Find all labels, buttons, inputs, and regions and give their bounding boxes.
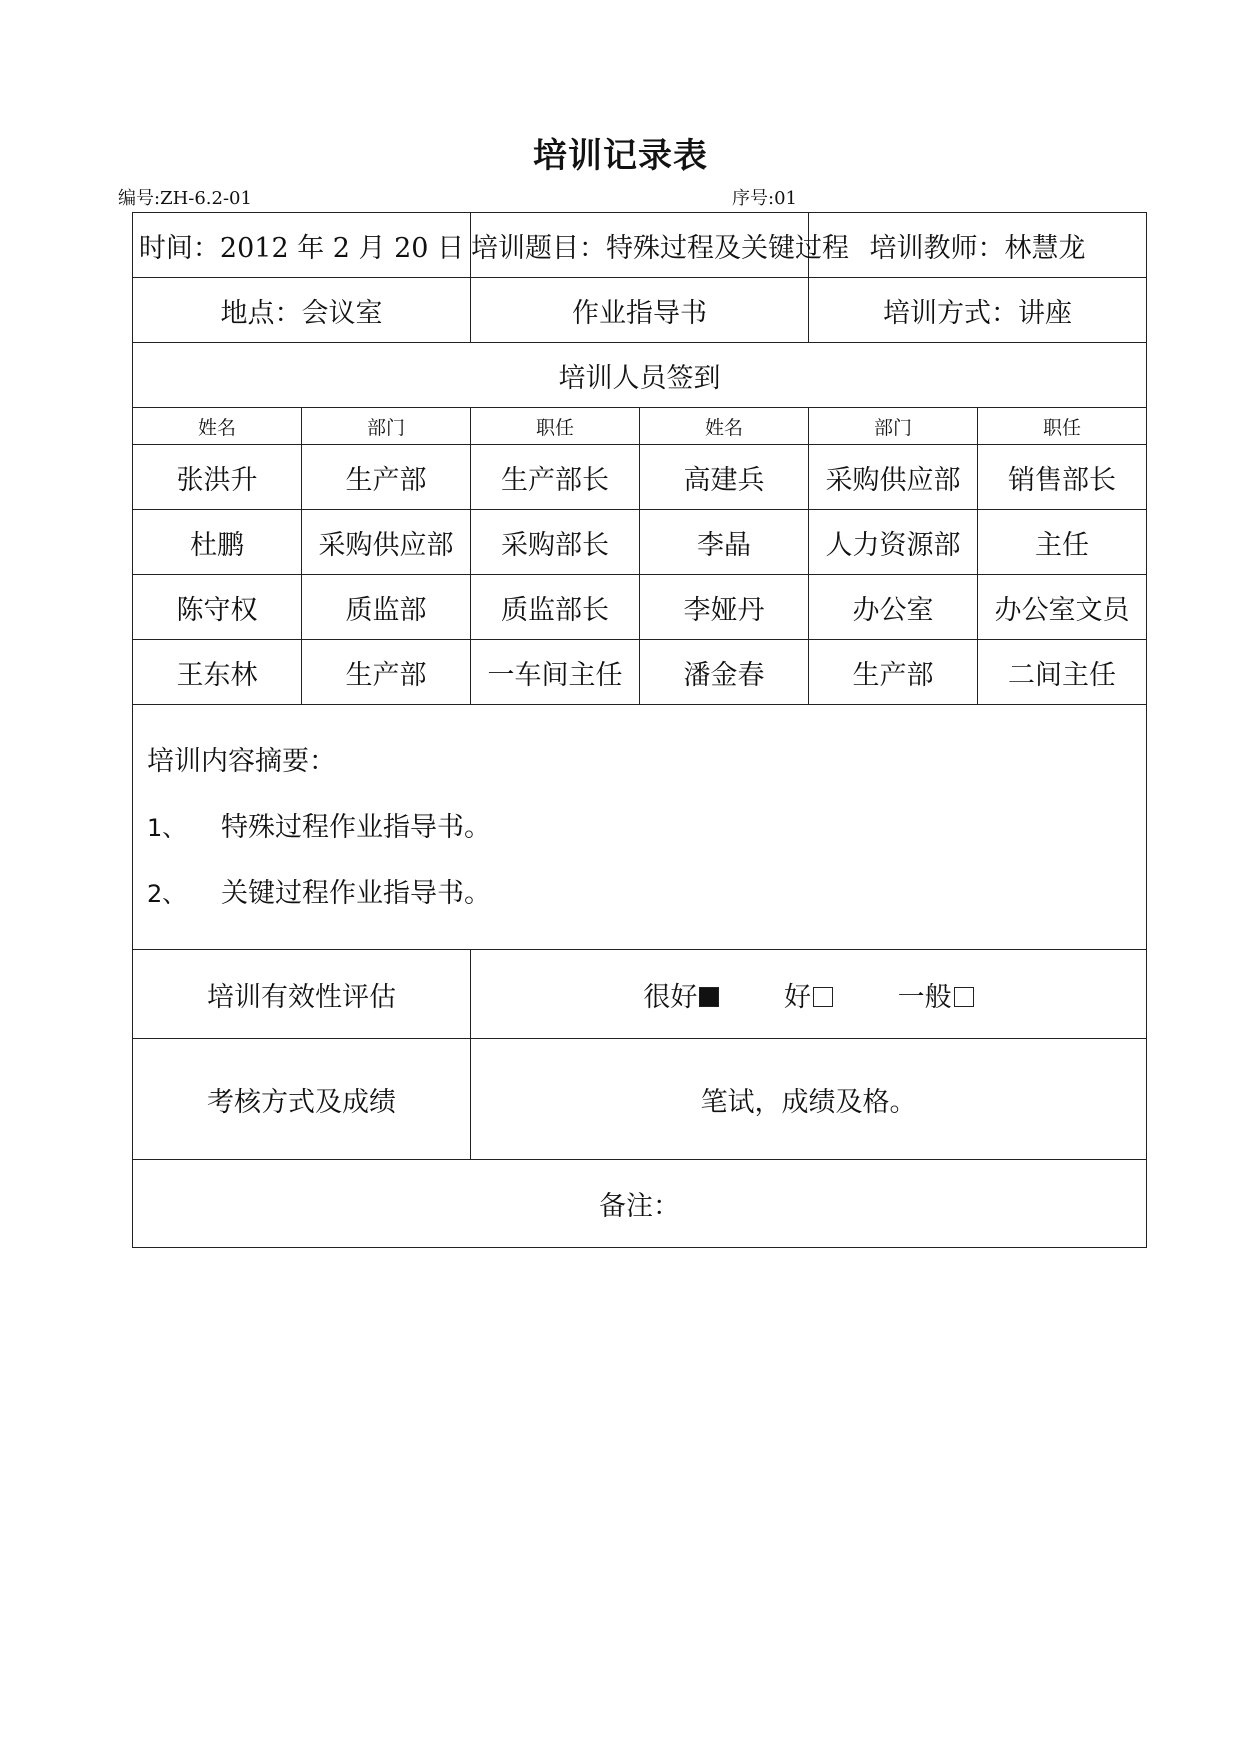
col-header-name: 姓名 [133,408,302,445]
cell: 人力资源部 [809,510,978,575]
summary-item [147,795,1132,861]
training-topic-line2: 作业指导书 [471,278,809,343]
table-row [133,510,1147,575]
cell: 采购供应部 [809,445,978,510]
cell: 质监部长 [471,575,640,640]
col-header-position: 职任 [978,408,1147,445]
option-average[interactable] [898,975,974,1014]
page-title: 培训记录表 [533,136,708,176]
cell: 采购部长 [471,510,640,575]
summary-item-text: 特殊过程作业指导书。 [221,812,491,843]
cell: 采购供应部 [302,510,471,575]
cell: 二间主任 [978,640,1147,705]
cell: 李晶 [640,510,809,575]
option-label: 很好 [643,981,698,1013]
option-label: 一般 [897,981,952,1013]
cell: 陈守权 [133,575,302,640]
cell: 生产部 [302,445,471,510]
unchecked-box-icon [954,987,974,1007]
option-good[interactable] [784,975,833,1014]
option-very-good[interactable] [643,975,719,1014]
form-serial: 序号:01 [732,188,797,209]
note-label: 备注： [133,1160,1147,1248]
summary-item-text: 关键过程作业指导书。 [221,878,491,909]
training-summary [133,705,1147,950]
training-record-table [132,212,1147,1248]
cell: 王东林 [133,640,302,705]
cell: 生产部 [302,640,471,705]
table-row [133,445,1147,510]
col-header-position: 职任 [471,408,640,445]
training-time: 时间：2012 年 2 月 20 日 [133,213,471,278]
signin-title: 培训人员签到 [133,343,1147,408]
cell: 李娅丹 [640,575,809,640]
training-teacher: 培训教师：林慧龙 [809,213,1147,278]
cell: 办公室 [809,575,978,640]
cell: 销售部长 [978,445,1147,510]
cell: 质监部 [302,575,471,640]
summary-label: 培训内容摘要： [147,746,336,777]
training-place: 地点：会议室 [133,278,471,343]
cell: 张洪升 [133,445,302,510]
checked-box-icon [699,987,719,1007]
unchecked-box-icon [813,987,833,1007]
col-header-dept: 部门 [302,408,471,445]
cell: 生产部长 [471,445,640,510]
evaluation-label: 培训有效性评估 [133,950,471,1039]
cell: 办公室文员 [978,575,1147,640]
summary-item [147,861,1132,927]
training-topic-line1: 培训题目：特殊过程及关键过程 [471,213,809,278]
col-header-dept: 部门 [809,408,978,445]
exam-value: 笔试，成绩及格。 [471,1039,1147,1160]
evaluation-options [471,950,1147,1039]
training-method: 培训方式：讲座 [809,278,1147,343]
cell: 高建兵 [640,445,809,510]
form-code: 编号:ZH-6.2-01 [118,188,252,209]
table-row [133,575,1147,640]
cell: 一车间主任 [471,640,640,705]
summary-item-number: 1、 [147,814,187,842]
cell: 主任 [978,510,1147,575]
option-label: 好 [784,981,811,1013]
table-row [133,640,1147,705]
cell: 生产部 [809,640,978,705]
cell: 杜鹏 [133,510,302,575]
summary-item-number: 2、 [147,880,187,908]
col-header-name: 姓名 [640,408,809,445]
cell: 潘金春 [640,640,809,705]
exam-label: 考核方式及成绩 [133,1039,471,1160]
